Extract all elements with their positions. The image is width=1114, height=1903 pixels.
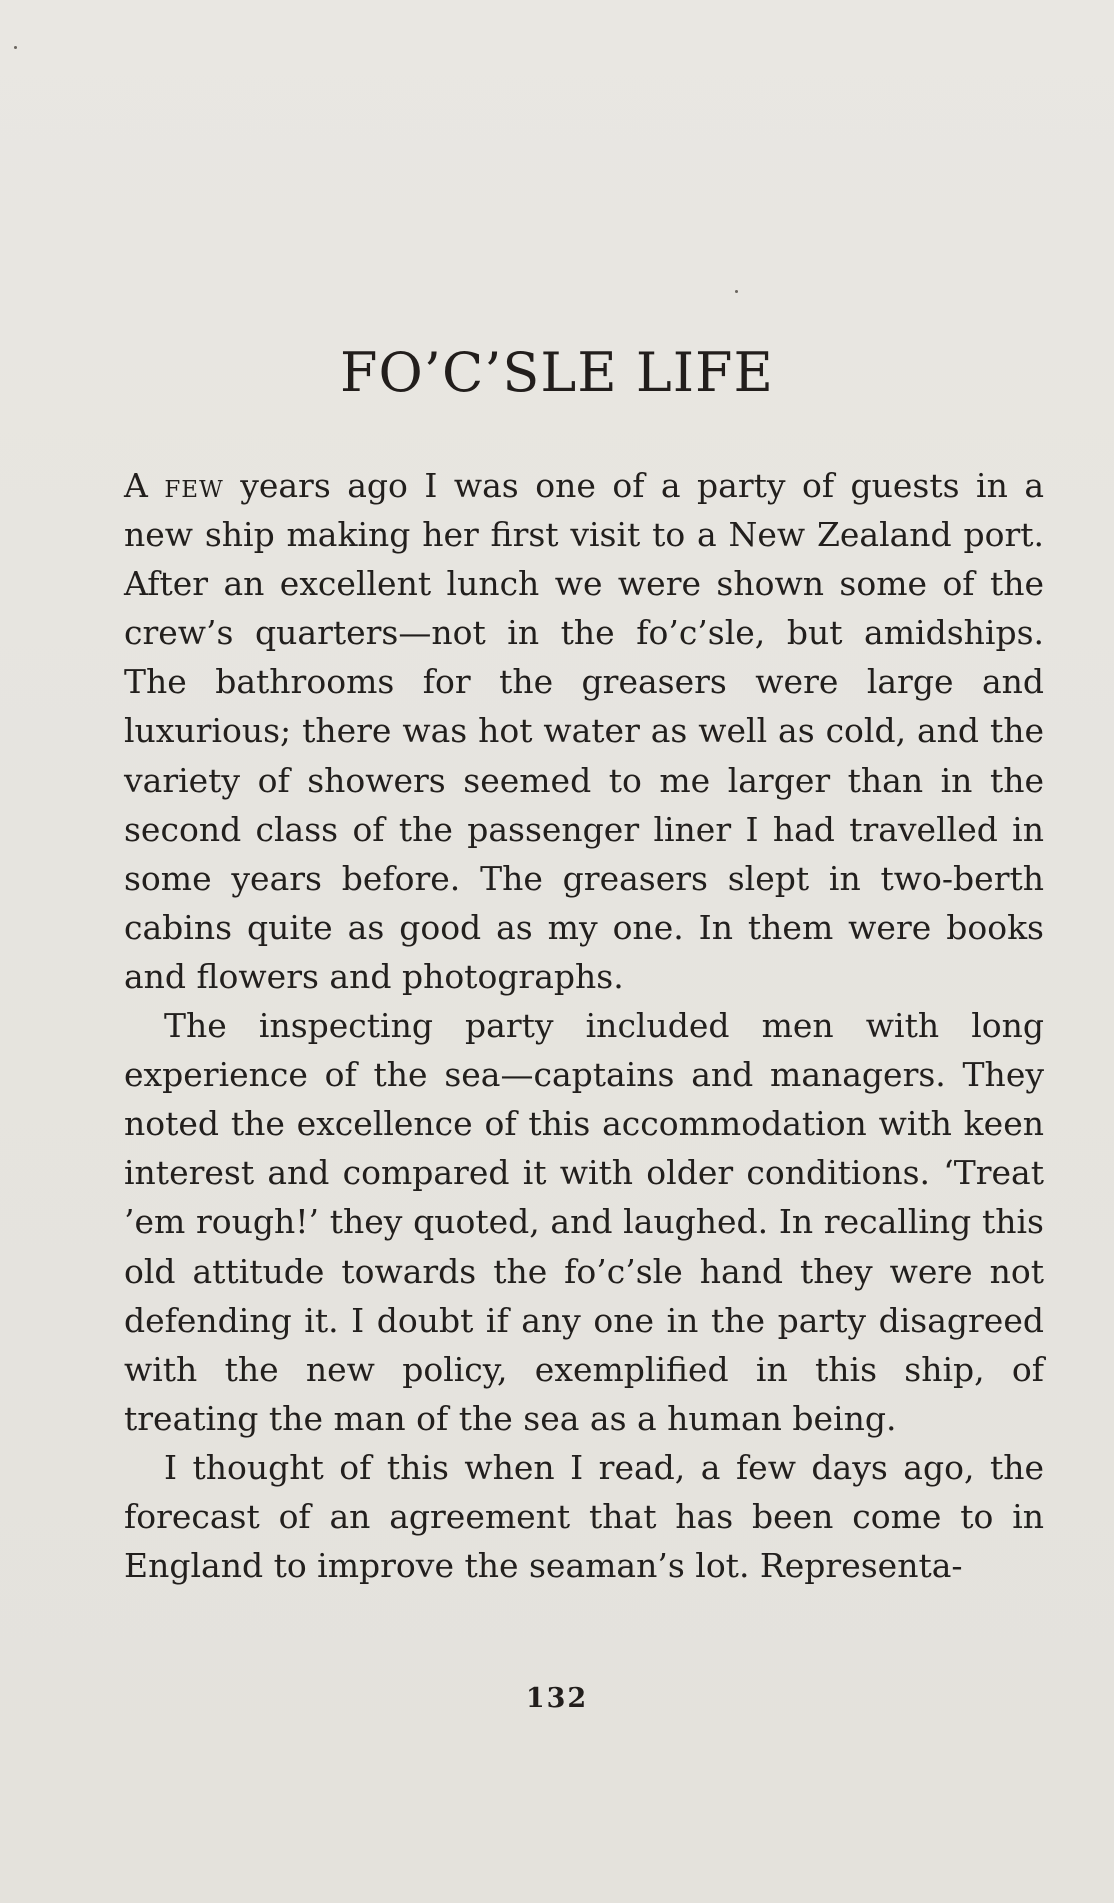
paragraph-1-lead: A	[124, 466, 148, 505]
chapter-body	[124, 461, 1044, 1590]
paper-speck	[14, 46, 17, 49]
paragraph-3: I thought of this when I read, a few days ago, the forecast of an agreement that has been come to in England to improve the seaman’s lot. Representa-	[124, 1447, 1044, 1586]
paper-speck	[735, 290, 738, 293]
paragraph-1-text: years ago I was one of a party of guests in a new ship making her first visit to a New Zealand port. After an excellent lunch we were shown some of the crew’s quarters—not in the fo’c’sle, but amidships. The bathrooms for the greasers were large and luxurious; there was hot water as well as cold, and the variety of showers seemed to me larger than in the second class of the passenger liner I had travelled in some years before. The greasers slept in two-berth cabins quite as good as my one. In them were books and flowers and photographs.	[124, 466, 1044, 996]
paragraph-1	[124, 461, 1044, 1001]
paragraph-1-smallcaps: few	[164, 466, 224, 505]
page-number: 132	[525, 1683, 589, 1714]
paragraph-2: The inspecting party included men with long experience of the sea—captains and managers. They noted the excellence of this accommodation with keen interest and compared it with older conditions. ‘Treat ’em rough!’ they quoted, and laughed. In recalling this old attitude towards the fo’c’sle hand they were not defending it. I doubt if any one in the party disagreed with the new policy, exemplified in this ship, of treating the man of the sea as a human being.	[124, 1006, 1044, 1438]
chapter-title: FO’C’SLE LIFE	[340, 341, 774, 404]
